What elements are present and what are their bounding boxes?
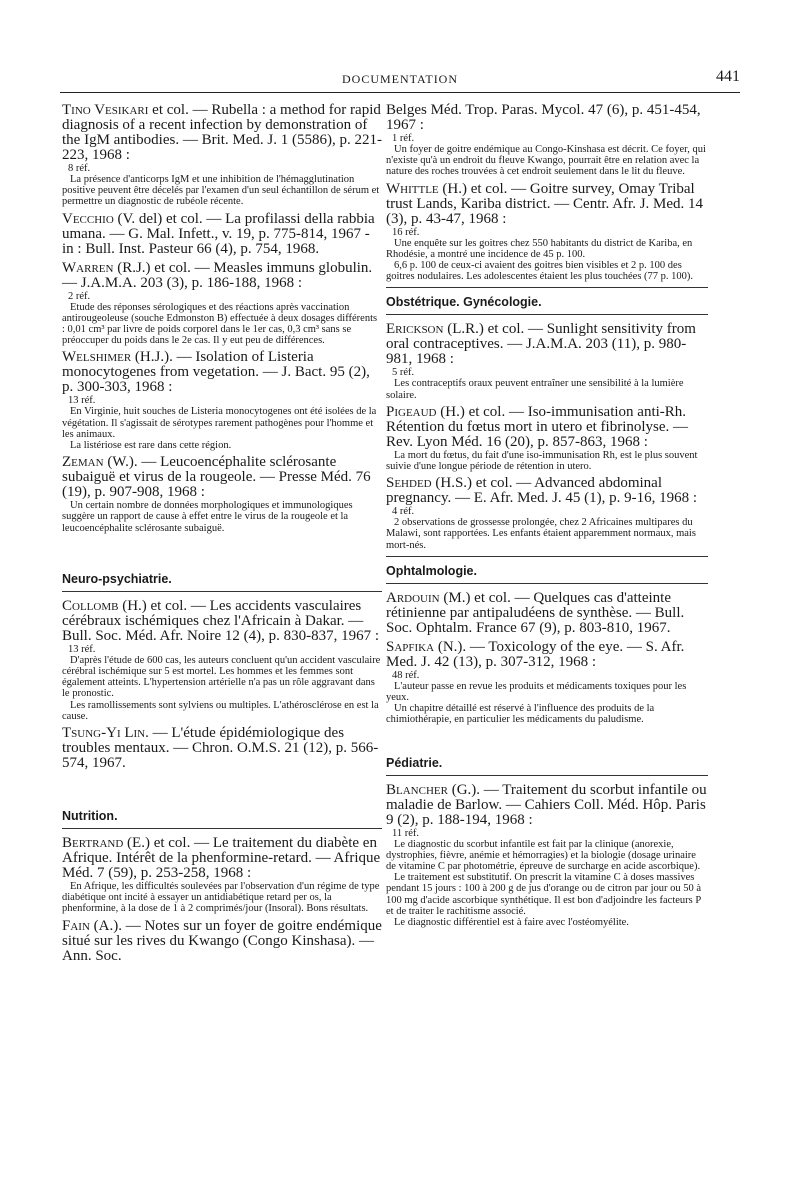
citation-continued: Belges Méd. Trop. Paras. Mycol. 47 (6), p. 451-454, 1967 :: [386, 102, 701, 133]
citation-text: (M.) et col. — Quelques cas d'atteinte rétinienne par antipaludéens de synthèse. — Bull. Soc. Ophtalm. France 67 (9), p. 803-810, 1967.: [386, 589, 685, 636]
abstract-paragraph: 6,6 p. 100 de ceux-ci avaient des goitres bien visibles et 2 p. 100 des goitres nodulaires. Les adolescentes étaient les plus touchées (77 p. 100).: [386, 260, 694, 283]
abstract-paragraph: Le diagnostic du scorbut infantile est fait par la clinique (anorexie, dystrophies, fièvre, anémie et hémorragies) et la biologie (dosage urinaire de vitamine C par photométrie, épreuve de surcharge en acide ascorbique).: [386, 838, 701, 873]
section-rule: [62, 828, 382, 829]
bib-entry: [62, 103, 382, 208]
section-rule: [386, 775, 708, 776]
abstract-paragraph: Les contraceptifs oraux peuvent entraîner une sensibilité à la lumière solaire.: [386, 378, 684, 401]
citation: [62, 261, 382, 291]
abstract-paragraph: Le diagnostic différentiel est à faire avec l'ostéomyélite.: [394, 917, 629, 929]
citation-text: (A.). — Notes sur un foyer de goitre endémique situé sur les rives du Kwango (Congo Kinshasa). — Ann. Soc.: [62, 917, 382, 964]
author-name: Bertrand: [62, 835, 124, 852]
abstract-paragraph: Un chapitre détaillé est réservé à l'influence des produits de la chimiothérapie, en particulier les médicaments du paludisme.: [386, 703, 655, 726]
citation: [386, 182, 708, 227]
author-name: Whittle: [386, 180, 439, 197]
page-header: [60, 68, 740, 90]
section-heading: Obstétrique. Gynécologie.: [386, 295, 542, 310]
citation-text: (R.J.) et col. — Measles immuns globulin. — J.A.M.A. 203 (3), p. 186-188, 1968 :: [62, 259, 373, 291]
bib-entry: [62, 455, 382, 534]
reference-count: 8 réf.: [68, 163, 91, 174]
citation: [386, 591, 708, 636]
abstract-paragraph: D'après l'étude de 600 cas, les auteurs concluent qu'un accident vasculaire cérébral ischémique sur 5 est mortel. Les hommes et les femmes sont également atteints. L'hypertension artérielle n'a pas un rôle aggravant dans le pronostic.: [62, 654, 381, 700]
reference-count: 48 réf.: [392, 669, 420, 681]
abstract-paragraph: Les ramollissements sont sylviens ou multiples. L'athérosclérose en est la cause.: [62, 699, 379, 722]
citation: [62, 599, 382, 644]
citation-text: (E.) et col. — Le traitement du diabète en Afrique. Intérêt de la phenformine-retard. — Afrique Méd. 7 (59), p. 253-258, 1968 :: [62, 835, 381, 882]
section-heading: Ophtalmologie.: [386, 563, 477, 578]
reference-count: 16 réf.: [392, 226, 420, 238]
section-rule: [386, 556, 708, 557]
citation-text: (H.J.). — Isolation of Listeria monocytogenes from vegetation. — J. Bact. 95 (2), p. 300-303, 1968 :: [62, 349, 370, 396]
reference-count: 13 réf.: [68, 395, 96, 407]
bib-entry: [62, 261, 382, 347]
author-name: Erickson: [386, 321, 444, 338]
citation-text: (W.). — Leucoencéphalite sclérosante subaiguë et virus de la rougeole. — Presse Méd. 76 (19), p. 907-908, 1968 :: [62, 454, 371, 501]
citation-text: (G.). — Traitement du scorbut infantile ou maladie de Barlow. — Cahiers Coll. Méd. Hôp. Paris 9 (2), p. 188-194, 1968 :: [386, 781, 707, 828]
abstract-paragraph: Une enquête sur les goitres chez 550 habitants du district de Kariba, en Rhodésie, a montré une incidence de 45 p. 100.: [386, 237, 693, 260]
citation: [386, 476, 708, 506]
bib-entry: [62, 919, 382, 964]
abstract-paragraph: L'auteur passe en revue les produits et médicaments toxiques pour les yeux.: [386, 680, 687, 704]
author-name: Collomb: [62, 597, 119, 614]
author-name: Fain: [62, 917, 90, 934]
citation: [62, 726, 382, 771]
abstract-paragraph: La listériose est rare dans cette région.: [70, 440, 232, 452]
citation: [386, 640, 708, 670]
reference-count: 2 réf.: [68, 290, 91, 302]
author-name: Sehded: [386, 475, 432, 492]
author-name: Zeman: [62, 454, 104, 471]
citation-text: (H.) et col. — Goitre survey, Omay Tribal trust Lands, Kariba district. — Centr. Afr. J. Med. 14 (3), p. 43-47, 1968 :: [386, 180, 704, 227]
citation-text: (L.R.) et col. — Sunlight sensitivity from oral contraceptives. — J.A.M.A. 203 (11), p. 980-981, 1968 :: [386, 321, 696, 368]
author-name: Tsung-Yi Lin: [62, 725, 146, 742]
author-name: Sapfika: [386, 638, 435, 655]
citation-text: (H.S.) et col. — Advanced abdominal pregnancy. — E. Afr. Med. J. 45 (1), p. 9-16, 1968 :: [386, 475, 698, 507]
author-name: Ardouin: [386, 589, 440, 606]
bib-entry: [62, 726, 382, 771]
author-name: Tino Vesikari: [62, 102, 149, 118]
citation: [62, 455, 382, 500]
citation: [62, 919, 382, 964]
citation-text: (H.) et col. — Les accidents vasculaires cérébraux ischémiques chez l'Africain à Dakar. — Bull. Soc. Méd. Afr. Noire 12 (4), p. 830-837, 1967 :: [62, 597, 380, 644]
author-name: Blancher: [386, 781, 448, 798]
abstract-paragraph: Le traitement est substitutif. On prescrit la vitamine C à doses massives pendant 15 jours : 100 à 200 g de jus d'orange ou de citron par jour ou 50 à 100 mg d'acide ascorbique synthétique. Il est bon d'adjoindre les facteurs P et de traiter le rachitisme associé.: [386, 872, 702, 917]
abstract-paragraph: Etude des réponses sérologiques et des réactions après vaccination antirougeoleuse (souche Edmonston B) effectuée à deux dosages différents : 0,01 cm³ par livre de poids corporel dans le 1er cas, 0,3 cm³ sans se préoccuper du poids dans le 2e cas. Il y eut peu de différences.: [62, 301, 378, 347]
left-column: [62, 103, 382, 968]
citation-text: et col. — Rubella : a method for rapid diagnosis of a recent infection by demonstration of the IgM antibodies. — Brit. Med. J. 1 (5586), p. 221-223, 1968 :: [62, 102, 382, 163]
citation: [62, 836, 382, 881]
citation-text: (V. del) et col. — La profilassi della rabbia umana. — G. Mal. Infett., v. 19, p. 775-814, 1967 - in : Bull. Inst. Pasteur 66 (4), p. 754, 1968.: [62, 210, 375, 257]
reference-count: 11 réf.: [392, 827, 420, 839]
author-name: Warren: [62, 259, 114, 276]
bib-entry: [386, 640, 708, 726]
bib-entry: [386, 591, 708, 636]
bib-entry: [386, 103, 708, 178]
abstract-paragraph: La mort du fœtus, du fait d'une iso-immunisation Rh, est le plus souvent suivie d'une longue période de rétention in utero.: [386, 449, 698, 473]
author-name: Vecchio: [62, 210, 114, 227]
section-heading: Neuro-psychiatrie.: [62, 571, 172, 586]
bib-entry: [386, 182, 708, 283]
bib-entry: [62, 212, 382, 257]
reference-count: 4 réf.: [392, 506, 415, 518]
section-rule: [386, 287, 708, 288]
abstract-paragraph: 2 observations de grossesse prolongée, chez 2 Africaines multipares du Malawi, sont rapportées. Les enfants étaient apparemment normaux, mais mort-nés.: [386, 517, 696, 551]
reference-count: 13 réf.: [68, 643, 96, 655]
citation-text: (N.). — Toxicology of the eye. — S. Afr. Med. J. 42 (13), p. 307-312, 1968 :: [386, 638, 685, 670]
author-name: Welshimer: [62, 349, 132, 366]
section-rule: [386, 583, 708, 584]
section-heading: Pédiatrie.: [386, 755, 443, 770]
reference-count: 1 réf.: [392, 133, 415, 144]
abstract-paragraph: La présence d'anticorps IgM et une inhibition de l'hémagglutination positive peuvent être décelés par l'examen d'un seul échantillon de sérum et permettre un diagnostic de rubéole récente.: [62, 174, 380, 208]
abstract-paragraph: Un certain nombre de données morphologiques et immunologiques suggère un rapport de cause à effet entre le virus de la rougeole et la leucoencéphalite sclérosante subaiguë.: [62, 500, 353, 534]
citation: [62, 103, 382, 163]
header-rule: [60, 92, 740, 93]
citation: [62, 212, 382, 257]
section-heading: Nutrition.: [62, 809, 118, 824]
citation: [62, 350, 382, 395]
citation: [386, 783, 708, 828]
right-column: [386, 103, 708, 932]
abstract-paragraph: En Afrique, les difficultés soulevées par l'observation d'un régime de type diabétique ont incité à essayer un antidiabétique retard per os, la phenformine, à la dose de 1 à 2 comprimés/jour (Insoral). Bons résultats.: [62, 881, 380, 915]
bib-entry: [62, 836, 382, 915]
page-number: 441: [716, 68, 740, 85]
bib-entry: [386, 322, 708, 400]
bib-entry: [62, 350, 382, 451]
bib-entry: [62, 599, 382, 722]
citation-text: (H.) et col. — Iso-immunisation anti-Rh. Rétention du fœtus mort in utero et fibrinolyse. — Rev. Lyon Méd. 16 (20), p. 857-863, 1968 :: [386, 403, 689, 450]
citation-text: . — L'étude épidémiologique des troubles mentaux. — Chron. O.M.S. 21 (12), p. 566-574, 1967.: [62, 725, 379, 772]
bib-entry: [386, 405, 708, 472]
section-rule: [386, 314, 708, 315]
citation: [386, 405, 708, 450]
section-rule: [62, 591, 382, 592]
abstract-paragraph: En Virginie, huit souches de Listeria monocytogenes ont été isolées de la végétation. Il s'agissait de sérotypes rarement pathogènes pour l'homme et les animaux.: [62, 406, 377, 440]
citation: [386, 322, 708, 367]
bib-entry: [386, 476, 708, 551]
running-title: DOCUMENTATION: [341, 72, 459, 86]
abstract-paragraph: Un foyer de goitre endémique au Congo-Kinshasa est décrit. Ce foyer, qui n'existe qu'à un endroit du fleuve Kwango, pourrait être en relation avec la nature des roches trouvées à cet endroit seulement dans le lit du fleuve.: [386, 144, 706, 178]
bib-entry: [386, 783, 708, 929]
reference-count: 5 réf.: [392, 367, 415, 379]
author-name: Pigeaud: [386, 403, 437, 420]
